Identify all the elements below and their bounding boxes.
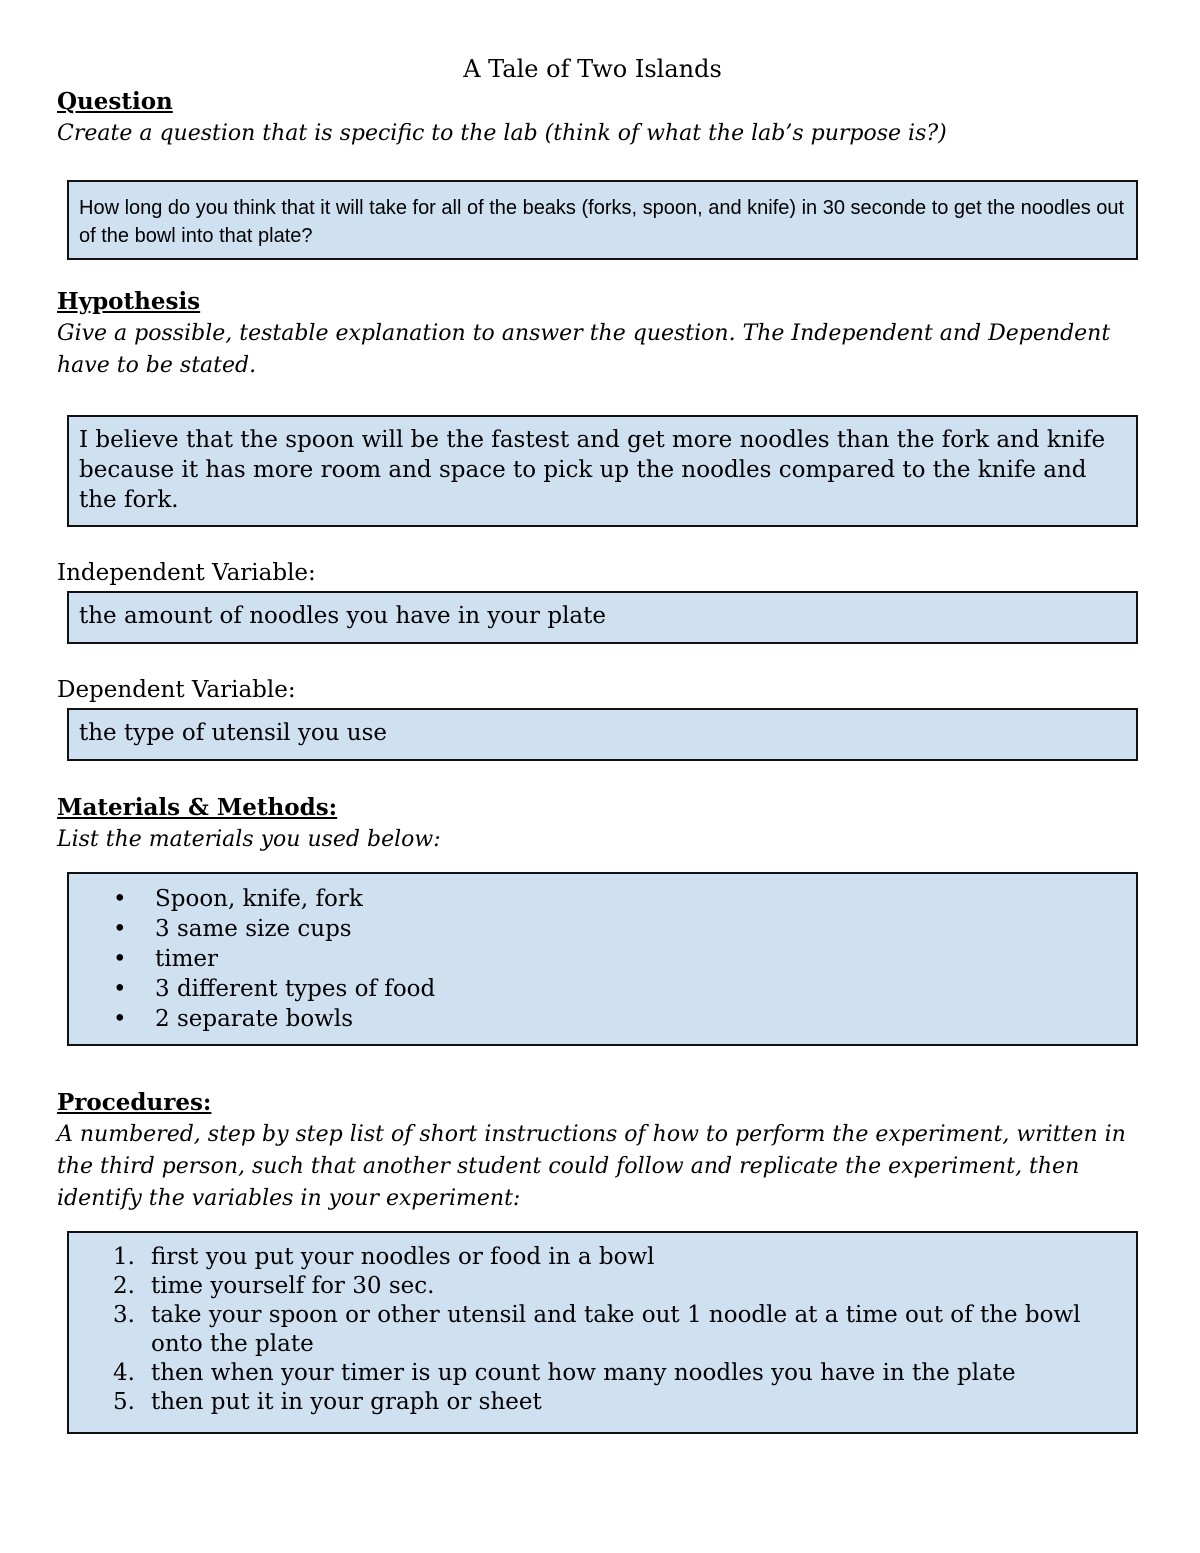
step-text: then when your timer is up count how many noodles you have in the plate bbox=[151, 1360, 1016, 1386]
dependent-variable-label: Dependent Variable: bbox=[57, 677, 296, 703]
list-item bbox=[113, 1243, 1136, 1272]
procedures-list bbox=[69, 1233, 1136, 1423]
hypothesis-answer-box[interactable] bbox=[67, 415, 1138, 527]
step-number: 4. bbox=[113, 1360, 135, 1386]
dependent-variable-box[interactable] bbox=[67, 708, 1138, 761]
hypothesis-heading: Hypothesis bbox=[57, 288, 201, 315]
page-title: A Tale of Two Islands bbox=[463, 55, 722, 83]
hypothesis-prompt: Give a possible, testable explanation to answer the question. The Independent and Dependent have to be stated. bbox=[57, 321, 1111, 378]
materials-prompt: List the materials you used below: bbox=[57, 827, 441, 852]
question-prompt: Create a question that is specific to the lab (think of what the lab’s purpose is?) bbox=[57, 121, 947, 146]
list-item bbox=[113, 1388, 1136, 1417]
list-item bbox=[113, 944, 1136, 974]
step-text: time yourself for 30 sec. bbox=[151, 1273, 435, 1299]
step-text: first you put your noodles or food in a bowl bbox=[151, 1244, 655, 1270]
procedures-prompt: A numbered, step by step list of short instructions of how to perform the experiment, written in the third person, such that another student could follow and replicate the experiment, then identify the variables in your experiment: bbox=[57, 1122, 1126, 1211]
procedures-box[interactable] bbox=[67, 1231, 1138, 1434]
step-number: 5. bbox=[113, 1389, 135, 1415]
list-item-text: 3 same size cups bbox=[155, 916, 352, 942]
independent-variable-label: Independent Variable: bbox=[57, 560, 316, 586]
bullet-icon: • bbox=[113, 916, 127, 942]
list-item bbox=[113, 1272, 1136, 1301]
list-item-text: Spoon, knife, fork bbox=[155, 886, 363, 912]
list-item bbox=[113, 1301, 1136, 1359]
list-item bbox=[113, 1359, 1136, 1388]
list-item-text: 3 different types of food bbox=[155, 976, 436, 1002]
list-item bbox=[113, 884, 1136, 914]
list-item-text: timer bbox=[155, 946, 219, 972]
materials-list bbox=[69, 874, 1136, 1042]
independent-variable-text: the amount of noodles you have in your plate bbox=[79, 603, 607, 629]
bullet-icon: • bbox=[113, 1006, 127, 1032]
question-answer-text: How long do you think that it will take for all of the beaks (forks, spoon, and knife) in 30 seconde to get the noodles out of the bowl into that plate? bbox=[79, 197, 1125, 247]
step-number: 3. bbox=[113, 1302, 135, 1328]
step-number: 2. bbox=[113, 1273, 135, 1299]
materials-heading: Materials & Methods: bbox=[57, 794, 338, 821]
question-answer-box[interactable] bbox=[67, 180, 1138, 260]
list-item-text: 2 separate bowls bbox=[155, 1006, 354, 1032]
list-item bbox=[113, 914, 1136, 944]
question-heading: Question bbox=[57, 88, 173, 115]
bullet-icon: • bbox=[113, 886, 127, 912]
step-text: then put it in your graph or sheet bbox=[151, 1389, 542, 1415]
bullet-icon: • bbox=[113, 976, 127, 1002]
independent-variable-box[interactable] bbox=[67, 591, 1138, 644]
step-text: take your spoon or other utensil and take out 1 noodle at a time out of the bowl onto the plate bbox=[151, 1302, 1081, 1357]
bullet-icon: • bbox=[113, 946, 127, 972]
materials-box[interactable] bbox=[67, 872, 1138, 1046]
list-item bbox=[113, 1004, 1136, 1034]
step-number: 1. bbox=[113, 1244, 135, 1270]
dependent-variable-text: the type of utensil you use bbox=[79, 720, 388, 746]
procedures-heading: Procedures: bbox=[57, 1089, 212, 1116]
list-item bbox=[113, 974, 1136, 1004]
hypothesis-answer-text: I believe that the spoon will be the fastest and get more noodles than the fork and knife because it has more room and space to pick up the noodles compared to the knife and the fork. bbox=[79, 427, 1106, 513]
